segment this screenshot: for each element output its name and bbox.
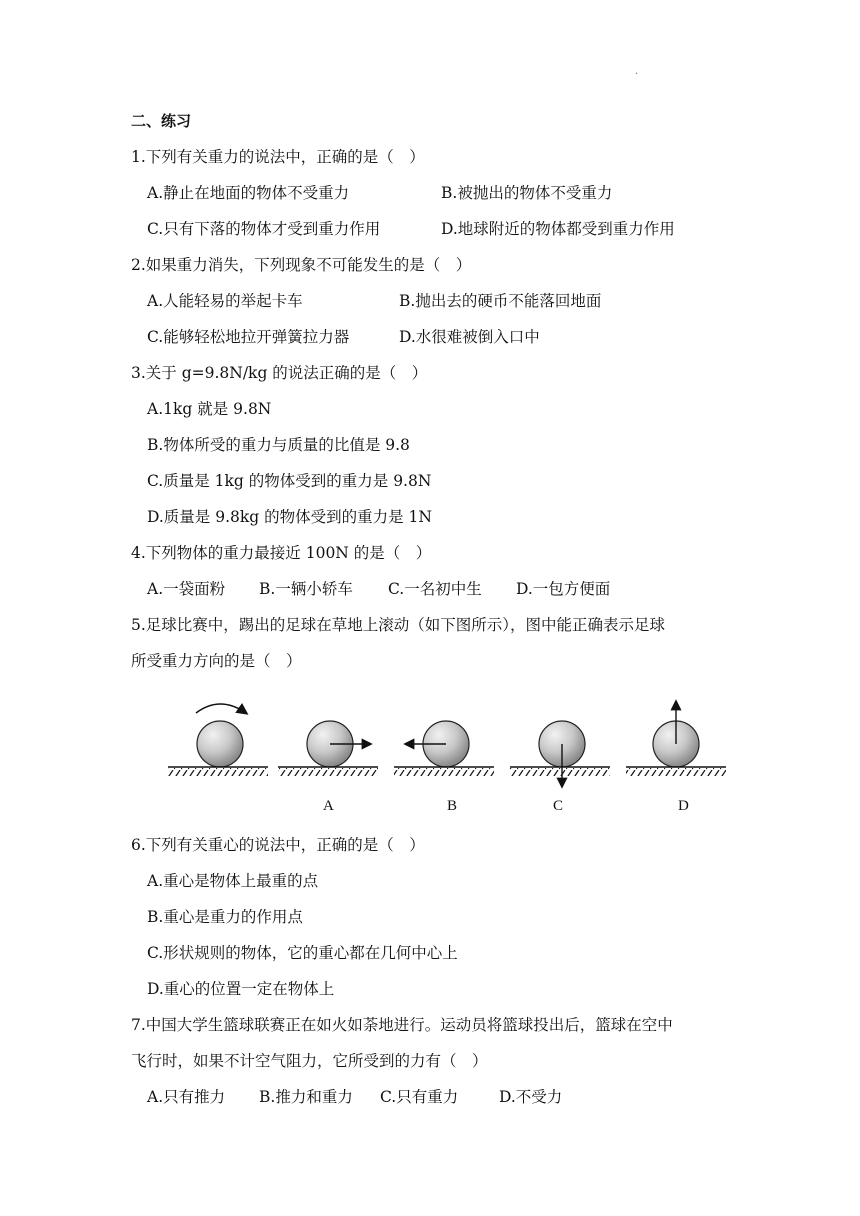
question-6-option-b[interactable]: B.重心是重力的作用点 [147,908,303,926]
question-4-option-d[interactable]: D.一包方便面 [516,580,611,598]
option-a-diagram[interactable] [278,721,378,776]
question-2-option-d[interactable]: D.水很难被倒入口中 [399,328,540,346]
question-7-option-a[interactable]: A.只有推力 [147,1088,226,1106]
question-5-stem-line2: 所受重力方向的是（ ） [131,652,302,670]
question-4-option-b[interactable]: B.一辆小轿车 [259,580,353,598]
question-5-figure [160,690,740,820]
option-d-diagram[interactable] [626,702,726,776]
question-1-option-a[interactable]: A.静止在地面的物体不受重力 [147,184,350,202]
question-4-option-a[interactable]: A.一袋面粉 [147,580,226,598]
question-7-option-d[interactable]: D.不受力 [499,1088,563,1106]
question-4-option-c[interactable]: C.一名初中生 [388,580,482,598]
ground-hatch [394,768,494,776]
ground-hatch [510,768,610,776]
ground-hatch [626,768,726,776]
question-2-option-c[interactable]: C.能够轻松地拉开弹簧拉力器 [147,328,350,346]
rotation-arrow-icon [196,704,246,713]
figure-label-b: B [447,798,458,814]
question-3-stem: 3.关于 g=9.8N/kg 的说法正确的是（ ） [131,364,428,382]
section-title: 二、练习 [131,112,192,130]
question-6-stem: 6.下列有关重心的说法中，正确的是（ ） [131,836,425,854]
question-1-option-b[interactable]: B.被抛出的物体不受重力 [441,184,613,202]
question-1-option-d[interactable]: D.地球附近的物体都受到重力作用 [441,220,675,238]
option-c-diagram[interactable] [510,721,610,786]
question-2-option-a[interactable]: A.人能轻易的举起卡车 [147,292,303,310]
page-marker: . [635,66,639,77]
question-4-stem: 4.下列物体的重力最接近 100N 的是（ ） [131,544,432,562]
ground-hatch [168,768,268,776]
question-2-option-b[interactable]: B.抛出去的硬币不能落回地面 [399,292,602,310]
question-6-option-c[interactable]: C.形状规则的物体，它的重心都在几何中心上 [147,944,458,962]
figure-label-d: D [678,798,689,814]
ground-hatch [278,768,378,776]
question-3-option-b[interactable]: B.物体所受的重力与质量的比值是 9.8 [147,436,410,454]
question-2-stem: 2.如果重力消失，下列现象不可能发生的是（ ） [131,256,472,274]
ball [197,721,243,767]
figure-label-c: C [553,798,564,814]
option-b-diagram[interactable] [394,721,494,776]
rolling-ball-scene [168,704,268,776]
figure-label-a: A [323,798,334,814]
question-7-option-b[interactable]: B.推力和重力 [259,1088,353,1106]
question-6-option-a[interactable]: A.重心是物体上最重的点 [147,872,319,890]
question-3-option-a[interactable]: A.1kg 就是 9.8N [147,400,272,418]
question-6-option-d[interactable]: D.重心的位置一定在物体上 [147,980,335,998]
question-1-stem: 1.下列有关重力的说法中，正确的是（ ） [131,148,425,166]
question-1-option-c[interactable]: C.只有下落的物体才受到重力作用 [147,220,381,238]
question-3-option-c[interactable]: C.质量是 1kg 的物体受到的重力是 9.8N [147,472,432,490]
question-3-option-d[interactable]: D.质量是 9.8kg 的物体受到的重力是 1N [147,508,432,526]
question-7-option-c[interactable]: C.只有重力 [380,1088,459,1106]
question-7-stem-line1: 7.中国大学生篮球联赛正在如火如荼地进行。运动员将篮球投出后，篮球在空中 [131,1016,673,1034]
question-5-stem-line1: 5.足球比赛中，踢出的足球在草地上滚动（如下图所示），图中能正确表示足球 [131,616,666,634]
question-7-stem-line2: 飞行时，如果不计空气阻力，它所受到的力有（ ） [131,1052,488,1070]
